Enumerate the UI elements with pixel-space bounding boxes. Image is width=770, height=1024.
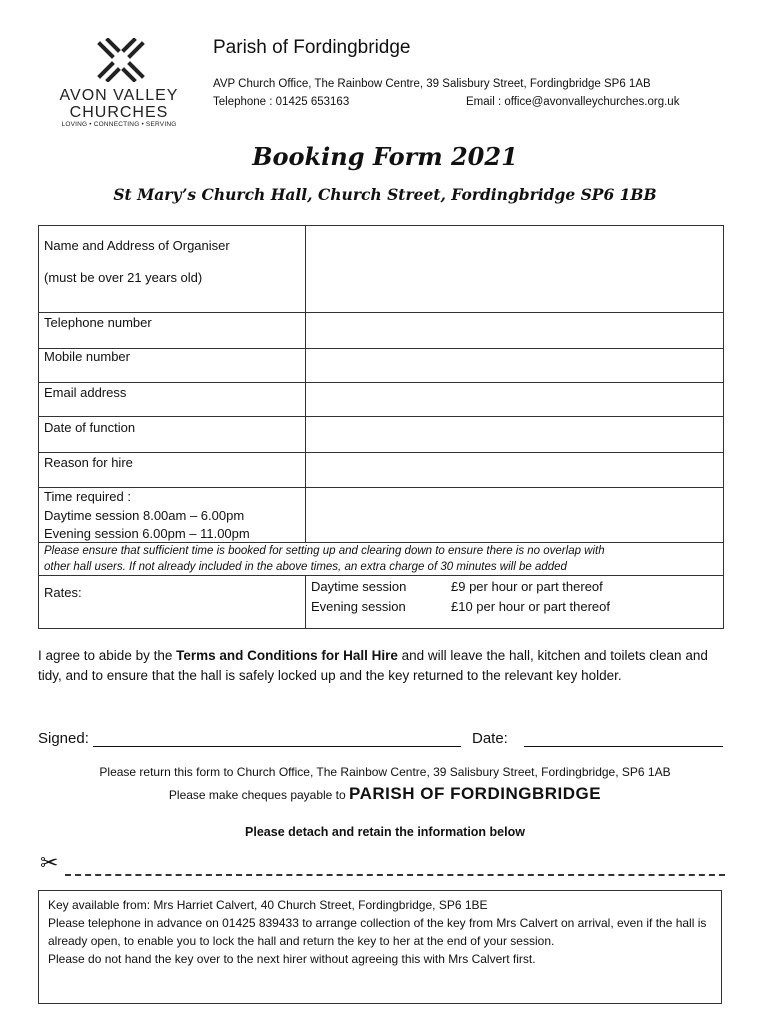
date-label: Date: [472, 730, 508, 747]
telephone-label: Telephone number [44, 315, 152, 330]
time-required-label: Time required : [44, 489, 131, 504]
logo-tagline: LOVING • CONNECTING • SERVING [61, 121, 177, 128]
time-note-line2: other hall users. If not already included in the above times, an extra charge of 30 minutes will be added [44, 561, 567, 573]
organiser-label: Name and Address of Organiser [44, 238, 230, 253]
parish-name: Parish of Fordingbridge [213, 37, 411, 58]
key-location: Key available from: Mrs Harriet Calvert, 40 Church Street, Fordingbridge, SP6 1BE [48, 898, 488, 912]
avon-valley-logo-icon [92, 38, 150, 82]
date-line[interactable] [524, 746, 723, 747]
time-required-field[interactable] [306, 488, 723, 541]
form-title: Booking Form 2021 [252, 142, 518, 171]
key-info-box [38, 890, 722, 1004]
daytime-hours: Daytime session 8.00am – 6.00pm [44, 508, 245, 523]
rate-daytime-session: Daytime session [311, 579, 407, 594]
key-handover-note: Please do not hand the key over to the next hirer without agreeing this with Mrs Calvert first. [48, 952, 536, 966]
cut-line [65, 874, 725, 876]
email-field[interactable] [306, 383, 723, 415]
mobile-label: Mobile number [44, 349, 130, 364]
reason-label: Reason for hire [44, 455, 133, 470]
office-email: Email : office@avonvalleychurches.org.uk [466, 96, 680, 108]
signature-line[interactable] [93, 746, 461, 747]
return-instructions: Please return this form to Church Office, The Rainbow Centre, 39 Salisbury Street, Fordingbridge, SP6 1AB [99, 765, 671, 779]
office-telephone: Telephone : 01425 653163 [213, 96, 350, 108]
email-label: Email address [44, 385, 127, 400]
logo-wordmark: AVON VALLEY CHURCHES [59, 87, 179, 121]
cheque-instructions: Please make cheques payable to PARISH OF FORDINGBRIDGE [168, 784, 602, 803]
agreement-text: I agree to abide by the Terms and Conditions for Hall Hire and will leave the hall, kitchen and toilets clean and tidy, and to ensure that the hall is safely locked up and the key returned to the relevant key holder. [38, 648, 708, 683]
mobile-field[interactable] [306, 349, 723, 381]
rate-evening-price: £10 per hour or part thereof [451, 599, 610, 614]
scissors-icon: ✂ [40, 850, 59, 875]
rate-daytime-price: £9 per hour or part thereof [451, 579, 603, 594]
time-note-line1: Please ensure that sufficient time is booked for setting up and clearing down to ensure there is no overlap with [44, 545, 605, 557]
signed-label: Signed: [38, 730, 89, 747]
venue-address: St Mary’s Church Hall, Church Street, Fordingbridge SP6 1BB [113, 185, 657, 204]
function-date-field[interactable] [306, 417, 723, 451]
rate-evening-session: Evening session [311, 599, 406, 614]
office-address: AVP Church Office, The Rainbow Centre, 39 Salisbury Street, Fordingbridge SP6 1AB [213, 78, 651, 90]
telephone-field[interactable] [306, 313, 723, 347]
function-date-label: Date of function [44, 420, 136, 435]
cheque-payee: PARISH OF FORDINGBRIDGE [349, 784, 602, 803]
organiser-age-note: (must be over 21 years old) [44, 270, 203, 285]
booking-table [38, 225, 724, 629]
reason-field[interactable] [306, 453, 723, 486]
detach-instruction: Please detach and retain the information below [245, 825, 525, 839]
key-collection-note: Please telephone in advance on 01425 839433 to arrange collection of the key from Mrs Calvert on arrival, even if the hall is already open, to enable you to lock the hall and return the key to her at the end of your session. [48, 916, 707, 948]
evening-hours: Evening session 6.00pm – 11.00pm [44, 526, 250, 541]
rates-label: Rates: [44, 585, 82, 600]
organiser-field[interactable] [306, 227, 723, 311]
